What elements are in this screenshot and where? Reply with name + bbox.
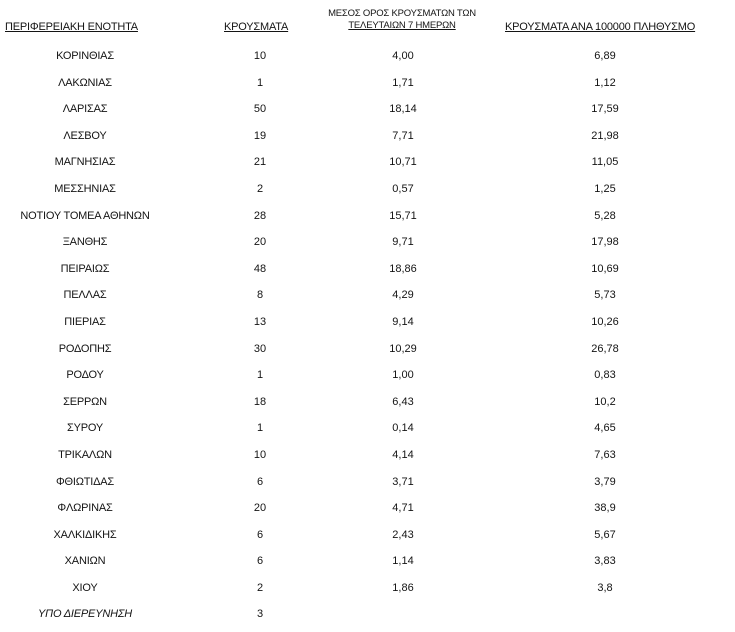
avg-cell: 1,14	[392, 555, 414, 568]
avg-cell: 10,29	[389, 342, 417, 355]
avg-cell: 10,71	[389, 156, 417, 169]
table-row	[0, 310, 735, 337]
region-cell: ΤΡΙΚΑΛΩΝ	[58, 448, 112, 461]
region-cell: ΡΟΔΟΠΗΣ	[58, 342, 112, 355]
cases-cell: 10	[253, 50, 267, 62]
table-row	[0, 496, 735, 523]
avg-cell: 6,43	[392, 395, 414, 408]
table-row	[0, 390, 735, 417]
avg-cell: 1,86	[392, 581, 414, 594]
cases-cell: 10	[253, 448, 267, 461]
per100k-cell: 17,98	[591, 236, 619, 249]
cases-cell: 19	[253, 129, 267, 142]
per100k-cell: 4,65	[594, 422, 616, 435]
table-row	[0, 470, 735, 497]
region-cell: ΞΑΝΘΗΣ	[62, 236, 108, 249]
avg-cell: 1,00	[392, 369, 414, 382]
header-cases-per-100k: ΚΡΟΥΣΜΑΤΑ ΑΝΑ 100000 ΠΛΗΘΥΣΜΟ	[505, 21, 696, 33]
per100k-cell: 1,12	[594, 76, 616, 89]
avg-cell: 18,14	[389, 103, 417, 116]
region-cell: ΠΕΛΛΑΣ	[63, 289, 107, 302]
per100k-cell: 0,83	[594, 369, 616, 382]
per100k-cell: 6,89	[594, 50, 616, 62]
table-row	[0, 97, 735, 124]
avg-cell: 0,57	[392, 182, 414, 195]
region-cell: ΠΕΙΡΑΙΩΣ	[60, 262, 110, 275]
region-cell: ΧΑΛΚΙΔΙΚΗΣ	[53, 528, 117, 541]
header-avg-line2: ΤΕΛΕΥΤΑΙΩΝ 7 ΗΜΕΡΩΝ	[348, 20, 456, 31]
table-row	[0, 337, 735, 364]
per100k-cell: 21,98	[591, 129, 619, 142]
cases-cell: 21	[253, 156, 267, 169]
table-row	[0, 71, 735, 98]
cases-cell: 20	[253, 502, 267, 515]
per100k-cell: 3,83	[594, 555, 616, 568]
per100k-cell: 3,79	[594, 475, 616, 488]
region-cell: ΛΑΚΩΝΙΑΣ	[58, 76, 112, 89]
table-header	[0, 0, 735, 38]
per100k-cell: 26,78	[591, 342, 619, 355]
avg-cell: 2,43	[392, 528, 414, 541]
cases-cell: 1	[256, 76, 264, 89]
per100k-cell: 38,9	[594, 502, 616, 515]
region-cell: ΣΕΡΡΩΝ	[63, 395, 107, 408]
cases-cell: 18	[253, 395, 267, 408]
region-cell: ΦΘΙΩΤΙΔΑΣ	[55, 475, 115, 488]
avg-cell: 4,29	[392, 289, 414, 302]
per100k-cell: 3,8	[597, 581, 613, 594]
cases-cell: 3	[256, 608, 264, 621]
header-region: ΠΕΡΙΦΕΡΕΙΑΚΗ ΕΝΟΤΗΤΑ	[5, 21, 138, 33]
region-cell: ΚΟΡΙΝΘΙΑΣ	[56, 50, 114, 62]
avg-cell: 9,14	[392, 315, 414, 328]
cases-cell: 30	[253, 342, 267, 355]
header-cases: ΚΡΟΥΣΜΑΤΑ	[224, 21, 289, 33]
table-row	[0, 124, 735, 151]
table-row	[0, 443, 735, 470]
table-row	[0, 283, 735, 310]
table-row	[0, 523, 735, 550]
region-cell: ΛΕΣΒΟΥ	[63, 129, 107, 142]
table-row	[0, 576, 735, 603]
table-row	[0, 363, 735, 390]
region-cell: ΜΕΣΣΗΝΙΑΣ	[54, 182, 116, 195]
cases-cell: 8	[256, 289, 264, 302]
per100k-cell: 5,28	[594, 209, 616, 222]
cases-cell: 50	[253, 103, 267, 116]
cases-cell: 1	[256, 369, 264, 382]
region-cell: ΛΑΡΙΣΑΣ	[62, 103, 108, 116]
region-cell: ΣΥΡΟΥ	[66, 422, 103, 435]
region-cell: ΠΙΕΡΙΑΣ	[64, 315, 106, 328]
avg-cell: 1,71	[392, 76, 414, 89]
avg-cell: 3,71	[392, 475, 414, 488]
region-cell: ΜΑΓΝΗΣΙΑΣ	[54, 156, 116, 169]
cases-cell: 13	[253, 315, 267, 328]
avg-cell: 4,00	[392, 50, 414, 62]
cases-cell: 28	[253, 209, 267, 222]
region-cell: ΝΟΤΙΟΥ ΤΟΜΕΑ ΑΘΗΝΩΝ	[20, 209, 150, 222]
avg-cell: 4,14	[392, 448, 414, 461]
table-row	[0, 150, 735, 177]
header-avg-line1: ΜΕΣΟΣ ΟΡΟΣ ΚΡΟΥΣΜΑΤΩΝ ΤΩΝ	[328, 8, 476, 19]
cases-cell: 1	[256, 422, 264, 435]
cases-cell: 20	[253, 236, 267, 249]
table-row	[0, 177, 735, 204]
avg-cell: 4,71	[392, 502, 414, 515]
region-cell: ΧΙΟΥ	[72, 581, 98, 594]
per100k-cell: 5,73	[594, 289, 616, 302]
region-cell: ΥΠΟ ΔΙΕΡΕΥΝΗΣΗ	[38, 608, 132, 621]
table-row	[0, 257, 735, 284]
per100k-cell: 17,59	[591, 103, 619, 116]
per100k-cell: 10,69	[591, 262, 619, 275]
per100k-cell: 1,25	[594, 182, 616, 195]
header-avg-7-days	[322, 8, 482, 32]
cases-cell: 6	[256, 555, 264, 568]
cases-cell: 2	[256, 182, 264, 195]
avg-cell: 7,71	[392, 129, 414, 142]
avg-cell: 0,14	[392, 422, 414, 435]
cases-cell: 2	[256, 581, 264, 594]
table-row	[0, 44, 735, 71]
cases-cell: 6	[256, 528, 264, 541]
region-cell: ΧΑΝΙΩΝ	[64, 555, 106, 568]
table-row	[0, 230, 735, 257]
table-body	[0, 44, 735, 629]
table-row	[0, 602, 735, 629]
per100k-cell: 5,67	[594, 528, 616, 541]
per100k-cell: 10,2	[594, 395, 616, 408]
avg-cell: 15,71	[389, 209, 417, 222]
region-cell: ΦΛΩΡΙΝΑΣ	[57, 502, 113, 515]
per100k-cell: 7,63	[594, 448, 616, 461]
region-cell: ΡΟΔΟΥ	[66, 369, 104, 382]
per100k-cell: 11,05	[591, 156, 619, 169]
avg-cell: 18,86	[389, 262, 417, 275]
table-row	[0, 204, 735, 231]
table-row	[0, 549, 735, 576]
avg-cell: 9,71	[392, 236, 414, 249]
cases-cell: 6	[256, 475, 264, 488]
table-row	[0, 416, 735, 443]
cases-cell: 48	[253, 262, 267, 275]
per100k-cell: 10,26	[591, 315, 619, 328]
